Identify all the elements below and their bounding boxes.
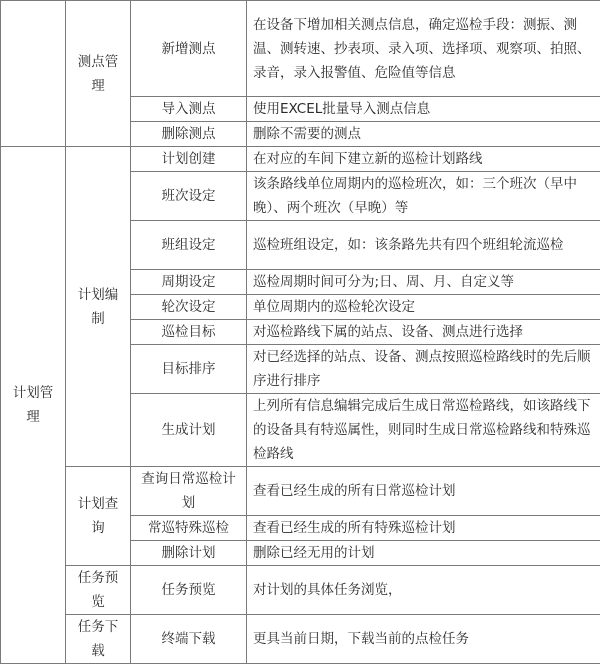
desc-cell: 单位周期内的巡检轮次设定 bbox=[247, 295, 600, 320]
desc-cell: 删除不需要的测点 bbox=[247, 122, 600, 147]
desc-cell: 对计划的具体任务浏览， bbox=[247, 566, 600, 615]
desc-cell: 巡检班组设定，如：该条路先共有四个班组轮流巡检 bbox=[247, 221, 600, 270]
item-cell: 删除测点 bbox=[131, 122, 247, 147]
item-cell: 目标排序 bbox=[131, 345, 247, 394]
item-cell: 计划创建 bbox=[131, 147, 247, 172]
desc-cell: 对已经选择的站点、设备、测点按照巡检路线时的先后顺序进行排序 bbox=[247, 345, 600, 394]
group-cell-plan-compile: 计划编制 bbox=[66, 147, 131, 467]
desc-cell: 查看已经生成的所有特殊巡检计划 bbox=[247, 516, 600, 541]
item-cell: 常巡特殊巡检 bbox=[131, 516, 247, 541]
desc-cell: 巡检周期时间可分为;日、周、月、自定义等 bbox=[247, 270, 600, 295]
desc-cell: 在对应的车间下建立新的巡检计划路线 bbox=[247, 147, 600, 172]
group-cell-point-management: 测点管理 bbox=[66, 1, 131, 147]
desc-cell: 该条路线单位周期内的巡检班次，如：三个班次（早中晚）、两个班次（早晚）等 bbox=[247, 172, 600, 221]
item-cell: 终端下载 bbox=[131, 615, 247, 664]
item-cell: 班组设定 bbox=[131, 221, 247, 270]
group-cell-task-preview: 任务预览 bbox=[66, 566, 131, 615]
desc-cell: 查看已经生成的所有日常巡检计划 bbox=[247, 467, 600, 516]
item-cell: 轮次设定 bbox=[131, 295, 247, 320]
group-cell-task-download: 任务下载 bbox=[66, 615, 131, 664]
category-cell-plan-management: 计划管理 bbox=[1, 147, 66, 664]
item-cell: 删除计划 bbox=[131, 541, 247, 566]
item-cell: 查询日常巡检计划 bbox=[131, 467, 247, 516]
desc-cell: 使用EXCEL批量导入测点信息 bbox=[247, 97, 600, 122]
item-cell: 任务预览 bbox=[131, 566, 247, 615]
item-cell: 新增测点 bbox=[131, 1, 247, 97]
blank-cell bbox=[1, 1, 66, 147]
item-cell: 巡检目标 bbox=[131, 320, 247, 345]
desc-cell: 在设备下增加相关测点信息，确定巡检手段：测振、测温、测转速、抄表项、录入项、选择项、观察项、拍照、录音，录入报警值、危险值等信息 bbox=[247, 1, 600, 97]
table-row bbox=[1, 1, 600, 97]
table-row bbox=[1, 467, 600, 516]
table-row bbox=[1, 615, 600, 664]
table-row bbox=[1, 147, 600, 172]
desc-cell: 更具当前日期，下载当前的点检任务 bbox=[247, 615, 600, 664]
desc-cell: 上列所有信息编辑完成后生成日常巡检路线，如该路线下的设备具有特巡属性，则同时生成日常巡检路线和特殊巡检路线 bbox=[247, 394, 600, 467]
group-cell-plan-query: 计划查询 bbox=[66, 467, 131, 566]
item-cell: 周期设定 bbox=[131, 270, 247, 295]
table-row bbox=[1, 566, 600, 615]
desc-cell: 删除已经无用的计划 bbox=[247, 541, 600, 566]
item-cell: 导入测点 bbox=[131, 97, 247, 122]
desc-cell: 对巡检路线下属的站点、设备、测点进行选择 bbox=[247, 320, 600, 345]
item-cell: 生成计划 bbox=[131, 394, 247, 467]
item-cell: 班次设定 bbox=[131, 172, 247, 221]
